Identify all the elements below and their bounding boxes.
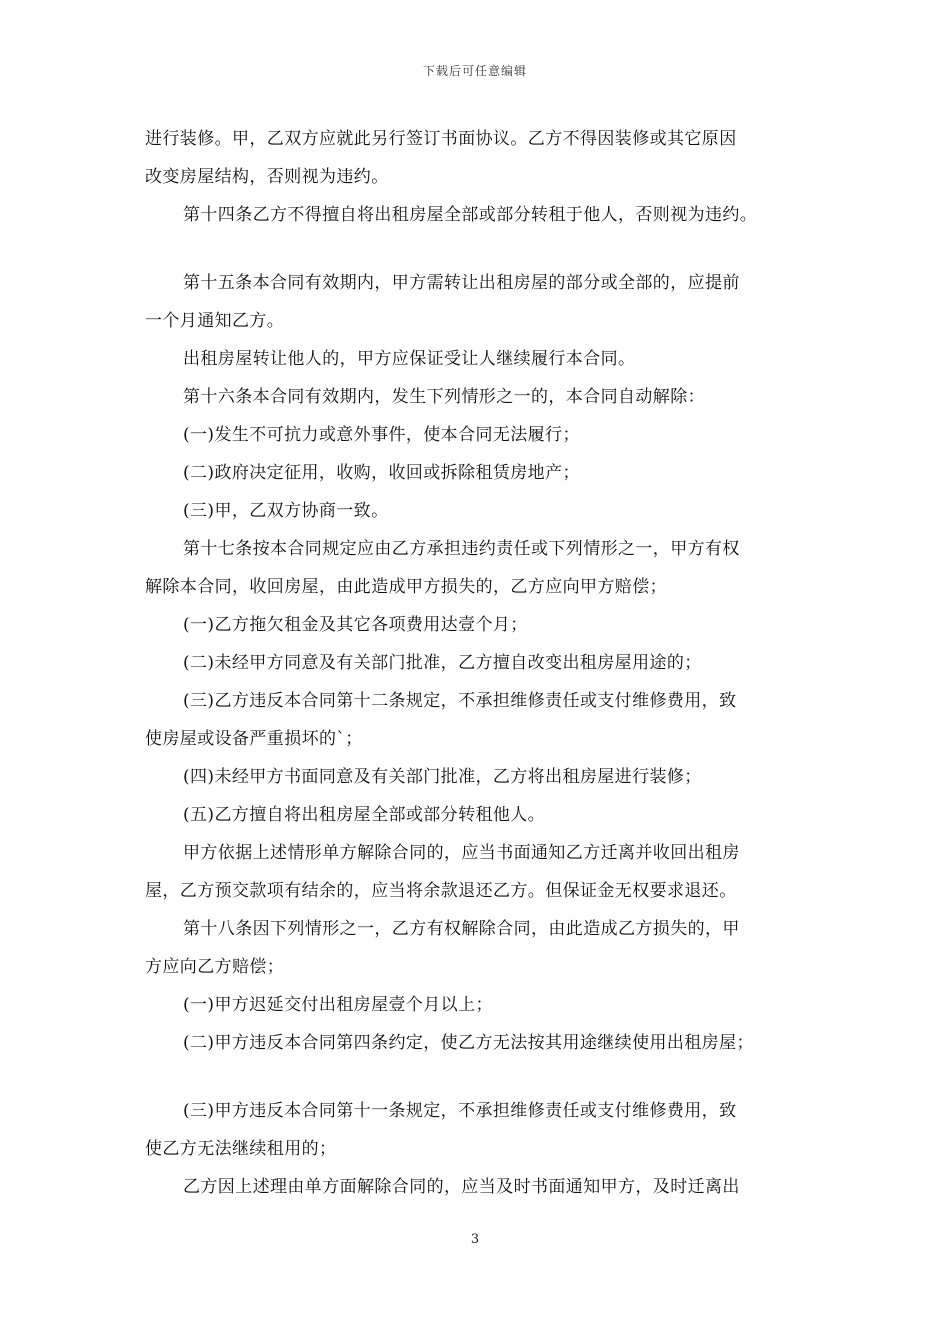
body-line: (三)甲方违反本合同第十一条规定，不承担维修责任或支付维修费用，致	[183, 1101, 737, 1121]
body-line: (五)乙方擅自将出租房屋全部或部分转租他人。	[183, 805, 546, 825]
body-line: 一个月通知乙方。	[145, 311, 285, 331]
body-line: 使房屋或设备严重损坏的`；	[145, 729, 363, 749]
page-header: 下载后可任意编辑	[422, 64, 527, 78]
body-line: (二)政府决定征用，收购，收回或拆除租赁房地产；	[183, 463, 580, 483]
paragraph-gap	[145, 1058, 825, 1096]
body-line: 改变房屋结构，否则视为违约。	[145, 167, 389, 187]
paragraph-gap	[145, 230, 825, 268]
body-line: 第十四条乙方不得擅自将出租房屋全部或部分转租于他人，否则视为违约。	[183, 205, 758, 225]
body-line: 第十六条本合同有效期内，发生下列情形之一的，本合同自动解除：	[183, 387, 705, 407]
body-line: (四)未经甲方书面同意及有关部门批准，乙方将出租房屋进行装修；	[183, 767, 702, 787]
body-line: 进行装修。甲，乙双方应就此另行签订书面协议。乙方不得因装修或其它原因	[145, 129, 737, 149]
body-line: 出租房屋转让他人的，甲方应保证受让人继续履行本合同。	[183, 349, 636, 369]
body-line: (一)乙方拖欠租金及其它各项费用达壹个月；	[183, 615, 528, 635]
body-line: 第十七条按本合同规定应由乙方承担违约责任或下列情形之一，甲方有权	[183, 539, 740, 559]
body-line: (一)甲方迟延交付出租房屋壹个月以上；	[183, 995, 493, 1015]
body-line: 第十五条本合同有效期内，甲方需转让出租房屋的部分或全部的，应提前	[183, 273, 740, 293]
page-number: 3	[470, 1232, 480, 1247]
body-line: (二)甲方违反本合同第四条约定，使乙方无法按其用途继续使用出租房屋；	[183, 1033, 754, 1053]
body-line: (三)乙方违反本合同第十二条规定，不承担维修责任或支付维修费用，致	[183, 691, 737, 711]
body-line: 方应向乙方赔偿；	[145, 957, 285, 977]
body-line: 解除本合同，收回房屋，由此造成甲方损失的，乙方应向甲方赔偿；	[145, 577, 667, 597]
body-line: (三)甲，乙双方协商一致。	[183, 501, 389, 521]
body-line: (二)未经甲方同意及有关部门批准，乙方擅自改变出租房屋用途的；	[183, 653, 702, 673]
body-line: 第十八条因下列情形之一，乙方有权解除合同，由此造成乙方损失的，甲	[183, 919, 740, 939]
body-line: 使乙方无法继续租用的；	[145, 1139, 337, 1159]
body-line: 屋，乙方预交款项有结余的，应当将余款退还乙方。但保证金无权要求退还。	[145, 881, 737, 901]
body-line: (一)发生不可抗力或意外事件，使本合同无法履行；	[183, 425, 580, 445]
body-line: 乙方因上述理由单方面解除合同的，应当及时书面通知甲方，及时迁离出	[183, 1177, 740, 1197]
document-body	[145, 124, 825, 1202]
body-line: 甲方依据上述情形单方解除合同的，应当书面通知乙方迁离并收回出租房	[183, 843, 740, 863]
